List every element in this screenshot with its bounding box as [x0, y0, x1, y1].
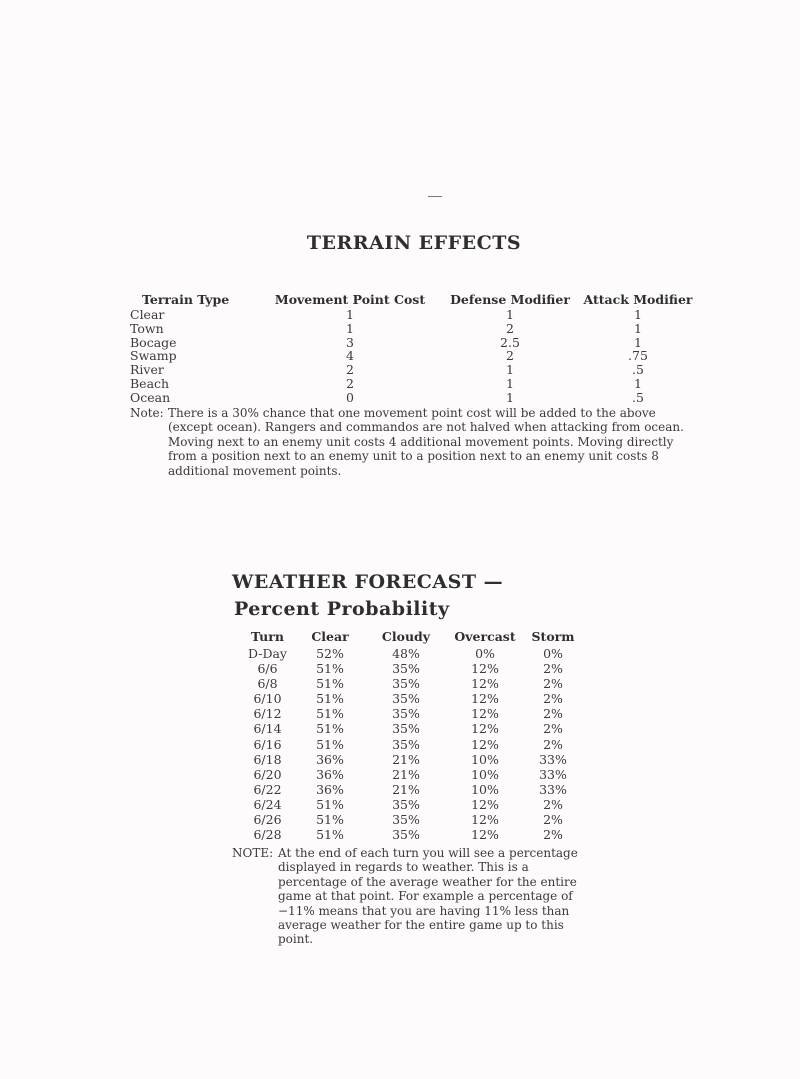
weather-note-label: NOTE: [232, 846, 274, 860]
weather-row-cell: 35% [392, 676, 420, 692]
weather-row-cell: 12% [471, 812, 499, 828]
weather-row-cell: 12% [471, 661, 499, 677]
weather-row-cell: 12% [471, 736, 499, 752]
weather-row-cell: 35% [392, 812, 420, 828]
weather-row-cell: 33% [539, 781, 567, 797]
terrain-row-cell: 2.5 [500, 334, 520, 350]
weather-row [240, 721, 583, 736]
weather-row-cell: 51% [316, 721, 344, 737]
weather-row-cell: 6/20 [253, 766, 282, 782]
weather-header-cell: Clear [311, 628, 349, 644]
terrain-row-cell: 2 [506, 348, 514, 364]
terrain-note-text: There is a 30% chance that one movement point cost will be added to the above (except ocean). Rangers and commandos are not halved when attacking from ocean. Moving next to an enemy unit costs 4 additional movement points. Moving directly from a position next to an enemy unit to a position next to an enemy unit costs 8 additional movement points. [168, 406, 684, 478]
weather-row-cell: 6/12 [253, 706, 282, 722]
weather-row-cell: 2% [543, 796, 563, 812]
terrain-note [130, 406, 690, 478]
weather-row [240, 737, 583, 752]
weather-row-cell: 51% [316, 827, 344, 843]
terrain-row [130, 349, 696, 363]
terrain-row [130, 363, 696, 377]
weather-row-cell: 33% [539, 751, 567, 767]
weather-row [240, 797, 583, 812]
weather-row-cell: 2% [543, 706, 563, 722]
terrain-row-cell: 1 [634, 320, 642, 336]
terrain-header-row [130, 290, 696, 308]
weather-row-cell: D-Day [247, 646, 287, 661]
terrain-row-cell: 0 [346, 389, 354, 405]
weather-table-body [240, 646, 583, 842]
weather-row-cell: 6/24 [253, 796, 282, 812]
weather-row-cell: 0% [475, 646, 495, 661]
weather-row-cell: 51% [316, 736, 344, 752]
weather-note-text: At the end of each turn you will see a percentage displayed in regards to weather. This is a percentage of the average weather for the entire game at that point. For example a percentage of −11% means that you are having 11% less than average weather for the entire game up to this point. [278, 846, 578, 947]
weather-row [240, 691, 583, 706]
terrain-note-label: Note: [130, 406, 164, 420]
terrain-row-cell: .5 [632, 362, 644, 378]
terrain-row [130, 377, 696, 391]
terrain-row-cell: 1 [634, 307, 642, 322]
weather-row-cell: 6/26 [253, 812, 282, 828]
weather-row [240, 706, 583, 721]
terrain-row-cell: 4 [346, 348, 354, 364]
terrain-row-cell: 2 [506, 320, 514, 336]
weather-row-cell: 36% [316, 781, 344, 797]
dash-mark [428, 196, 442, 197]
terrain-row-cell: Beach [130, 375, 170, 391]
terrain-row [130, 308, 696, 322]
terrain-row-cell: 1 [506, 362, 514, 378]
terrain-row [130, 322, 696, 336]
weather-row-cell: 21% [392, 766, 420, 782]
weather-row-cell: 6/14 [253, 721, 282, 737]
weather-row-cell: 35% [392, 706, 420, 722]
weather-row-cell: 2% [543, 812, 563, 828]
weather-row [240, 767, 583, 782]
terrain-header-cell: Terrain Type [142, 291, 230, 307]
terrain-row-cell: .75 [628, 348, 648, 364]
weather-row-cell: 35% [392, 827, 420, 843]
weather-row-cell: 12% [471, 796, 499, 812]
terrain-row-cell: 1 [346, 307, 354, 322]
weather-forecast-title: WEATHER FORECAST — [232, 571, 504, 593]
weather-row-cell: 12% [471, 827, 499, 843]
weather-row-cell: 10% [471, 751, 499, 767]
weather-row-cell: 6/18 [253, 751, 282, 767]
terrain-row-cell: 1 [506, 375, 514, 391]
terrain-effects-title: TERRAIN EFFECTS [306, 232, 522, 254]
weather-row-cell: 36% [316, 751, 344, 767]
weather-row [240, 782, 583, 797]
terrain-effects-table [130, 290, 696, 405]
weather-row-cell: 6/22 [253, 781, 282, 797]
weather-row [240, 752, 583, 767]
weather-row-cell: 6/16 [253, 736, 282, 752]
terrain-row-cell: Swamp [130, 348, 177, 364]
weather-row-cell: 33% [539, 766, 567, 782]
weather-row-cell: 36% [316, 766, 344, 782]
weather-row-cell: 21% [392, 781, 420, 797]
weather-row-cell: 12% [471, 691, 499, 707]
weather-row-cell: 21% [392, 751, 420, 767]
weather-row-cell: 10% [471, 766, 499, 782]
weather-forecast-subtitle: Percent Probability [234, 598, 450, 620]
weather-header-cell: Overcast [454, 628, 516, 644]
weather-row-cell: 51% [316, 691, 344, 707]
terrain-row-cell: Bocage [130, 334, 177, 350]
weather-row [240, 812, 583, 827]
weather-row-cell: 10% [471, 781, 499, 797]
weather-row-cell: 35% [392, 721, 420, 737]
terrain-header-cell: Defense Modifier [450, 291, 570, 307]
weather-header-cell: Turn [251, 628, 284, 644]
weather-row-cell: 12% [471, 706, 499, 722]
terrain-row-cell: 2 [346, 375, 354, 391]
weather-row-cell: 48% [392, 646, 420, 661]
terrain-header-cell: Movement Point Cost [274, 291, 426, 307]
weather-row-cell: 35% [392, 736, 420, 752]
terrain-row-cell: Clear [130, 307, 165, 322]
weather-header-cell: Cloudy [381, 628, 431, 644]
weather-row-cell: 52% [316, 646, 344, 661]
weather-row-cell: 2% [543, 827, 563, 843]
weather-row-cell: 51% [316, 812, 344, 828]
weather-row-cell: 2% [543, 736, 563, 752]
weather-row [240, 646, 583, 661]
weather-note [232, 846, 602, 947]
weather-row-cell: 2% [543, 691, 563, 707]
terrain-header-cell: Attack Modifier [583, 291, 693, 307]
terrain-row-cell: 1 [634, 375, 642, 391]
weather-row-cell: 6/8 [257, 676, 278, 692]
weather-row-cell: 51% [316, 676, 344, 692]
terrain-row-cell: River [130, 362, 164, 378]
weather-header-cell: Storm [531, 628, 575, 644]
weather-row [240, 676, 583, 691]
weather-row [240, 661, 583, 676]
terrain-row [130, 336, 696, 350]
weather-row-cell: 6/6 [257, 661, 278, 677]
weather-row-cell: 2% [543, 721, 563, 737]
weather-row-cell: 51% [316, 706, 344, 722]
weather-row-cell: 2% [543, 676, 563, 692]
weather-row-cell: 6/28 [253, 827, 282, 843]
weather-row-cell: 35% [392, 661, 420, 677]
terrain-table-body [130, 308, 696, 405]
terrain-row-cell: 1 [346, 320, 354, 336]
weather-row-cell: 51% [316, 796, 344, 812]
weather-row-cell: 35% [392, 796, 420, 812]
weather-row-cell: 6/10 [253, 691, 282, 707]
weather-row [240, 827, 583, 842]
weather-row-cell: 12% [471, 721, 499, 737]
terrain-row-cell: 3 [346, 334, 354, 350]
terrain-row-cell: .5 [632, 389, 644, 405]
terrain-row-cell: 1 [506, 389, 514, 405]
terrain-row [130, 391, 696, 405]
weather-row-cell: 0% [543, 646, 563, 661]
terrain-row-cell: 2 [346, 362, 354, 378]
weather-header-row [240, 626, 583, 646]
weather-forecast-table [240, 626, 583, 842]
weather-row-cell: 12% [471, 676, 499, 692]
weather-row-cell: 35% [392, 691, 420, 707]
terrain-row-cell: 1 [634, 334, 642, 350]
weather-row-cell: 2% [543, 661, 563, 677]
terrain-row-cell: 1 [506, 307, 514, 322]
terrain-row-cell: Town [130, 320, 164, 336]
weather-row-cell: 51% [316, 661, 344, 677]
terrain-row-cell: Ocean [130, 389, 171, 405]
